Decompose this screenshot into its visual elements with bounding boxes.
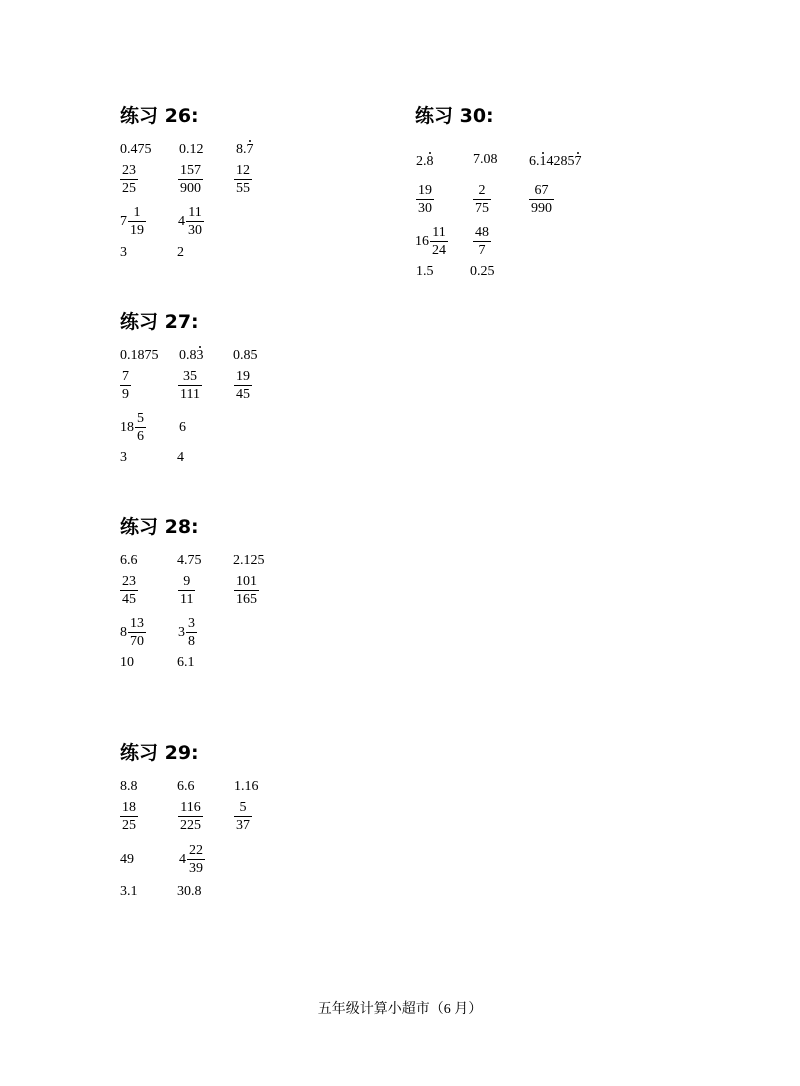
answer: 7.08 xyxy=(473,152,498,167)
answer: 3 xyxy=(120,245,127,260)
page-footer: 五年级计算小超市（6 月） xyxy=(317,1002,483,1017)
answer: 0.12 xyxy=(179,142,204,157)
answer: 4.75 xyxy=(177,553,202,568)
answer-mixed-number: 3 $\frac{3}{8}$ xyxy=(178,616,195,649)
exercise-29-title: 练习 29: xyxy=(120,742,199,764)
answer-repeating-decimal: 8.7 xyxy=(236,142,254,157)
answer: 3 xyxy=(120,450,127,465)
answer: 10 xyxy=(120,655,134,670)
answer: 1.16 xyxy=(234,779,259,794)
answer-fraction: $\frac{101}{165}$ xyxy=(236,574,257,607)
answer-fraction: $\frac{18}{25}$ xyxy=(122,800,136,833)
answer-fraction: $\frac{7}{9}$ xyxy=(122,369,129,402)
answer-mixed-number: 8 $\frac{13}{70}$ xyxy=(120,616,144,649)
answer-mixed-number: 7 $\frac{1}{19}$ xyxy=(120,205,144,238)
answer: 2 xyxy=(177,245,184,260)
answer-fraction: $\frac{2}{75}$ xyxy=(475,183,489,216)
answer: 6.1 xyxy=(177,655,195,670)
repeating-digit: 7 xyxy=(574,154,582,169)
answer-fraction: $\frac{116}{225}$ xyxy=(180,800,201,833)
answer-fraction: $\frac{9}{11}$ xyxy=(180,574,194,607)
answer: 6.6 xyxy=(120,553,138,568)
answer-mixed-number: 16 $\frac{11}{24}$ xyxy=(415,225,446,258)
repeating-digit: 3 xyxy=(196,348,204,363)
answer: 0.25 xyxy=(470,264,495,279)
answer-fraction: $\frac{19}{45}$ xyxy=(236,369,250,402)
answer-mixed-number: 4 $\frac{11}{30}$ xyxy=(178,205,202,238)
repeating-digit: 8 xyxy=(426,154,434,169)
answer: 30.8 xyxy=(177,884,202,899)
answer: 0.1875 xyxy=(120,348,159,363)
answer-fraction: $\frac{12}{55}$ xyxy=(236,163,250,196)
answer-fraction: $\frac{157}{900}$ xyxy=(180,163,201,196)
answer: 0.85 xyxy=(233,348,258,363)
answer-fraction: $\frac{23}{45}$ xyxy=(122,574,136,607)
answer-fraction: $\frac{67}{990}$ xyxy=(531,183,552,216)
answer-mixed-number: 4 $\frac{22}{39}$ xyxy=(179,843,203,876)
answer: 0.475 xyxy=(120,142,152,157)
answer-repeating-decimal: 2.8 xyxy=(416,154,434,169)
answer: 6.6 xyxy=(177,779,195,794)
exercise-27-title: 练习 27: xyxy=(120,311,199,333)
answer-repeating-decimal: 6.142857 xyxy=(529,154,582,169)
repeating-digit: 7 xyxy=(246,142,254,157)
answer: 8.8 xyxy=(120,779,138,794)
answer-fraction: $\frac{23}{25}$ xyxy=(122,163,136,196)
repeating-digit: 1 xyxy=(539,154,547,169)
answer-fraction: $\frac{19}{30}$ xyxy=(418,183,432,216)
answer: 4 xyxy=(177,450,184,465)
answer: 3.1 xyxy=(120,884,138,899)
exercise-28-title: 练习 28: xyxy=(120,516,199,538)
answer: 49 xyxy=(120,852,134,867)
answer-fraction: $\frac{5}{37}$ xyxy=(236,800,250,833)
answer-mixed-number: 18 $\frac{5}{6}$ xyxy=(120,411,144,444)
exercise-30-title: 练习 30: xyxy=(415,105,494,127)
answer: 6 xyxy=(179,420,186,435)
answer-repeating-decimal: 0.83 xyxy=(179,348,204,363)
answer-fraction: $\frac{48}{7}$ xyxy=(475,225,489,258)
answer: 2.125 xyxy=(233,553,265,568)
answer: 1.5 xyxy=(416,264,434,279)
exercise-26-title: 练习 26: xyxy=(120,105,199,127)
answer-fraction: $\frac{35}{111}$ xyxy=(180,369,200,402)
